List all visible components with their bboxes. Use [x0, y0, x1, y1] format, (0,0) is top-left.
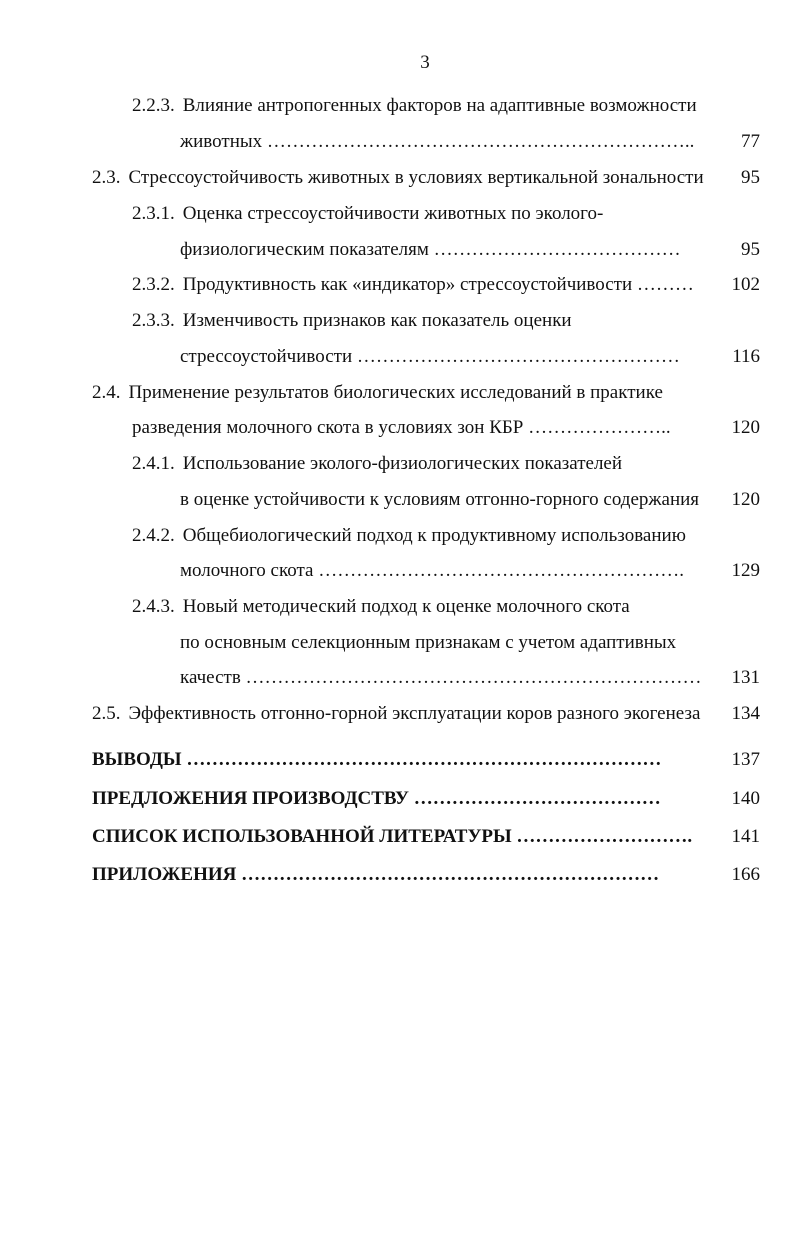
toc-page: 166	[731, 864, 760, 885]
toc-text: молочного скота ………………………………………………….	[180, 560, 684, 581]
toc-text: стрессоустойчивости ……………………………………………	[180, 346, 680, 367]
toc-entry-2-4-3-cont2[interactable]	[180, 664, 760, 692]
toc-number: 2.4.2.	[132, 525, 175, 546]
toc-number: 2.5.	[92, 703, 121, 724]
toc-entry-2-4-2-cont[interactable]	[180, 557, 760, 585]
toc-text: разведения молочного скота в условиях зон КБР …………………..	[132, 417, 671, 438]
toc-entry-2-3-2[interactable]	[132, 271, 760, 299]
toc-entry-proposals[interactable]	[92, 785, 760, 813]
toc-entry-2-4[interactable]	[92, 379, 760, 407]
toc-page: 131	[731, 667, 760, 688]
toc-page: 102	[731, 274, 760, 295]
toc-entry-2-3-1-cont[interactable]	[180, 236, 760, 264]
toc-page: 141	[731, 826, 760, 847]
toc-entry-2-3-3-cont[interactable]	[180, 343, 760, 371]
toc-text: в оценке устойчивости к условиям отгонно-горного содержания	[180, 489, 700, 510]
toc-number: 2.3.2.	[132, 274, 175, 295]
toc-page: 137	[731, 749, 760, 770]
toc-number: 2.3.3.	[132, 310, 175, 331]
toc-text: Влияние антропогенных факторов на адаптивные возможности	[182, 95, 697, 116]
toc-text: Оценка стрессоустойчивости животных по эколого-	[182, 203, 604, 224]
toc-entry-2-2-3-cont[interactable]	[180, 128, 760, 156]
toc-entry-2-4-cont[interactable]	[132, 414, 760, 442]
toc-entry-appendices[interactable]	[92, 861, 760, 889]
toc-text: Эффективность отгонно-горной эксплуатации коров разного экогенеза	[128, 703, 701, 724]
toc-entry-2-3-1[interactable]	[132, 200, 760, 228]
toc-entry-2-4-3-cont1[interactable]	[180, 629, 760, 657]
toc-text: Общебиологический подход к продуктивному использованию	[182, 525, 686, 546]
toc-page: 129	[731, 560, 760, 581]
toc-page: 134	[731, 703, 760, 724]
toc-entry-2-4-1-cont[interactable]	[180, 486, 760, 514]
toc-entry-2-3-3[interactable]	[132, 307, 760, 335]
toc-text: Использование эколого-физиологических показателей	[182, 453, 623, 474]
toc-entry-2-4-2[interactable]	[132, 522, 760, 550]
toc-number: 2.4.1.	[132, 453, 175, 474]
toc-text: Применение результатов биологических исследований в практике	[128, 382, 663, 403]
toc-text: ПРИЛОЖЕНИЯ …………………………………………………………	[92, 864, 660, 885]
toc-number: 2.2.3.	[132, 95, 175, 116]
toc-text: Изменчивость признаков как показатель оценки	[182, 310, 572, 331]
toc-entry-2-2-3[interactable]	[132, 92, 760, 120]
toc-page: 116	[732, 346, 760, 367]
toc-page: 140	[731, 788, 760, 809]
toc-text: ПРЕДЛОЖЕНИЯ ПРОИЗВОДСТВУ …………………………………	[92, 788, 661, 809]
page-number: 3	[420, 52, 430, 73]
toc-page: 95	[741, 167, 760, 188]
toc-number: 2.3.	[92, 167, 121, 188]
toc-text: ВЫВОДЫ …………………………………………………………………	[92, 749, 662, 770]
toc-page: 77	[741, 131, 760, 152]
toc-entry-references[interactable]	[92, 823, 760, 851]
toc-number: 2.4.	[92, 382, 121, 403]
toc-number: 2.4.3.	[132, 596, 175, 617]
toc-page: 120	[731, 489, 760, 510]
toc-entry-2-3[interactable]	[92, 164, 760, 192]
toc-text: животных …………………………………………………………..	[180, 131, 695, 152]
toc-text: по основным селекционным признакам с учетом адаптивных	[180, 632, 677, 653]
toc-page: 120	[731, 417, 760, 438]
toc-text: Продуктивность как «индикатор» стрессоустойчивости ………	[182, 274, 694, 295]
toc-page: 95	[741, 239, 760, 260]
toc-text: качеств ………………………………………………………………	[180, 667, 702, 688]
toc-text: СПИСОК ИСПОЛЬЗОВАННОЙ ЛИТЕРАТУРЫ ……………………….	[92, 826, 693, 847]
toc-entry-conclusions[interactable]	[92, 746, 760, 774]
toc-entry-2-5[interactable]	[92, 700, 760, 728]
toc-text: Стрессоустойчивость животных в условиях вертикальной зональности	[128, 167, 704, 188]
toc-entry-2-4-3[interactable]	[132, 593, 760, 621]
toc-entry-2-4-1[interactable]	[132, 450, 760, 478]
toc-number: 2.3.1.	[132, 203, 175, 224]
toc-text: физиологическим показателям …………………………………	[180, 239, 681, 260]
toc-text: Новый методический подход к оценке молочного скота	[182, 596, 630, 617]
